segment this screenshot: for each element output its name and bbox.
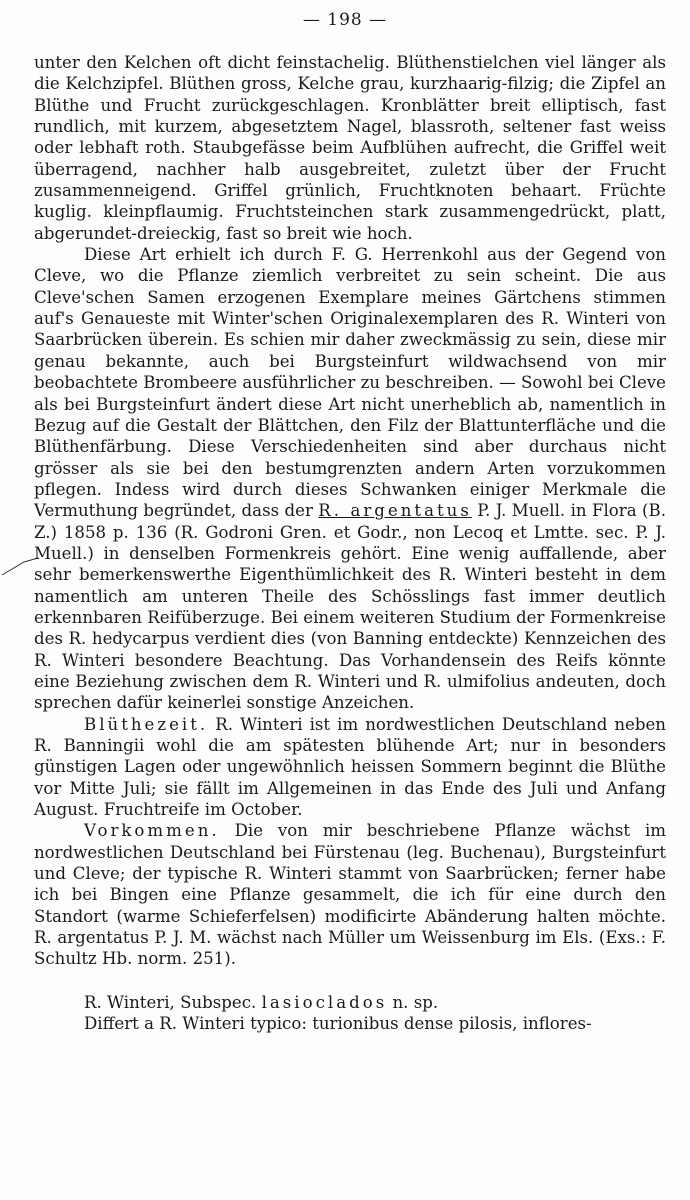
paragraph-latin-diagnosis: Differt a R. Winteri typico: turionibus dense pilosis, inflores- <box>84 1014 592 1034</box>
page-number: — 198 — <box>302 10 388 30</box>
flowering-time-label: Blüthezeit. <box>84 714 209 734</box>
paragraph-flowering-time <box>34 714 666 821</box>
paragraph-description: unter den Kelchen oft dicht feinstachelig. Blüthenstielchen viel länger als die Kelchzipfel. Blüthen gross, Kelche grau, kurzhaarig-filzig; die Zipfel an Blüthe und Frucht zurückgeschlagen. Kronblätter breit elliptisch, fast rundlich, mit kurzem, abgesetztem Nagel, blassroth, seltener fast weiss oder lebhaft roth. Staubgefässe beim Aufblühen aufrecht, die Griffel weit überragend, nachher halb ausgebreitet, zuletzt über der Frucht zusammenneigend. Griffel grünlich, Fruchtknoten behaart. Früchte kuglig. kleinpflaumig. Fruchtsteinchen stark zusammengedrückt, platt, abgerundet-dreieckig, fast so breit wie hoch. <box>34 53 666 243</box>
section-gap <box>34 970 666 992</box>
flowering-time-text: R. Winteri ist im nordwestlichen Deutschland neben R. Banningii wohl die am spätesten blühende Art; nur in besonders günstigen Lagen oder ungewöhnlich heissen Sommern beginnt die Blüthe vor Mitte Juli; sie fällt im Allgemeinen in das Ende des Juli und Anfang August. Fruchtreife im October. <box>34 714 666 820</box>
occurrence-label: Vorkommen. <box>84 821 220 841</box>
subspecies-heading <box>34 992 666 1013</box>
paragraph-origin-text-b: P. J. Muell. in Flora (B. Z.) 1858 p. 136 (R. Godroni Gren. et Godr., non Lecoq et Lmtte. sec. P. J. Muell.) in denselben Formenkreis gehört. Eine wenig auffallende, aber sehr bemerkenswerthe Eigenthümlichkeit des R. Winteri besteht in dem namentlich am unteren Theile des Schösslings fast immer deutlich erkennbaren Reifüberzuge. Bei einem weiteren Studium der Formenkreise des R. hedycarpus verdient dies (von Banning entdeckte) Kennzeichen des R. Winteri besondere Beachtung. Das Vorhandensein des Reifs könnte eine Beziehung zwischen dem R. Winteri und R. ulmifolius andeuten, doch sprechen dafür keinerlei sonstige Anzeichen. <box>34 501 666 713</box>
document-body <box>34 52 666 1034</box>
occurrence-text: Die von mir beschriebene Pflanze wächst im nordwestlichen Deutschland bei Fürstenau (leg. Buchenau), Burgsteinfurt und Cleve; der typische R. Winteri stammt von Saarbrücken; ferner habe ich bei Bingen eine Pflanze gesammelt, die ich für eine durch den Standort (warme Schieferfelsen) modificirte Abänderung halten möchte. R. argentatus P. J. M. wächst nach Müller um Weissenburg im Els. (Exs.: F. Schultz Hb. norm. 251). <box>34 821 666 969</box>
paragraph-occurrence <box>34 820 666 969</box>
subspecies-name: lasioclados <box>261 992 388 1012</box>
paragraph-origin-text-a: Diese Art erhielt ich durch F. G. Herrenkohl aus der Gegend von Cleve, wo die Pflanze ziemlich verbreitet zu sein scheint. Die aus Cleve'schen Samen erzogenen Exemplare meines Gärtchens stimmen auf's Genaueste mit Winter'schen Originalexemplaren des R. Winteri von Saarbrücken überein. Es schien mir daher zweckmässig zu sein, diese mir genau bekannte, auch bei Burgsteinfurt wildwachsend von mir beobachtete Brombeere ausführlicher zu beschreiben. — Sowohl bei Cleve als bei Burgsteinfurt ändert diese Art nicht unerheblich ab, namentlich in Bezug auf die Gestalt der Blättchen, den Filz der Blattunterfläche und die Blüthenfärbung. Diese Verschiedenheiten sind aber durchaus nicht grösser als sie bei den bestumgrenzten andern Arten vorzukommen pflegen. Indess wird durch dieses Schwanken einiger Merkmale die Vermuthung begründet, dass der <box>34 245 666 521</box>
underlined-species-name: R. argentatus <box>318 501 472 521</box>
paragraph-origin <box>34 244 666 714</box>
subspecies-heading-text-a: R. Winteri, Subspec. <box>84 992 257 1012</box>
subspecies-heading-text-b: n. sp. <box>392 992 439 1012</box>
